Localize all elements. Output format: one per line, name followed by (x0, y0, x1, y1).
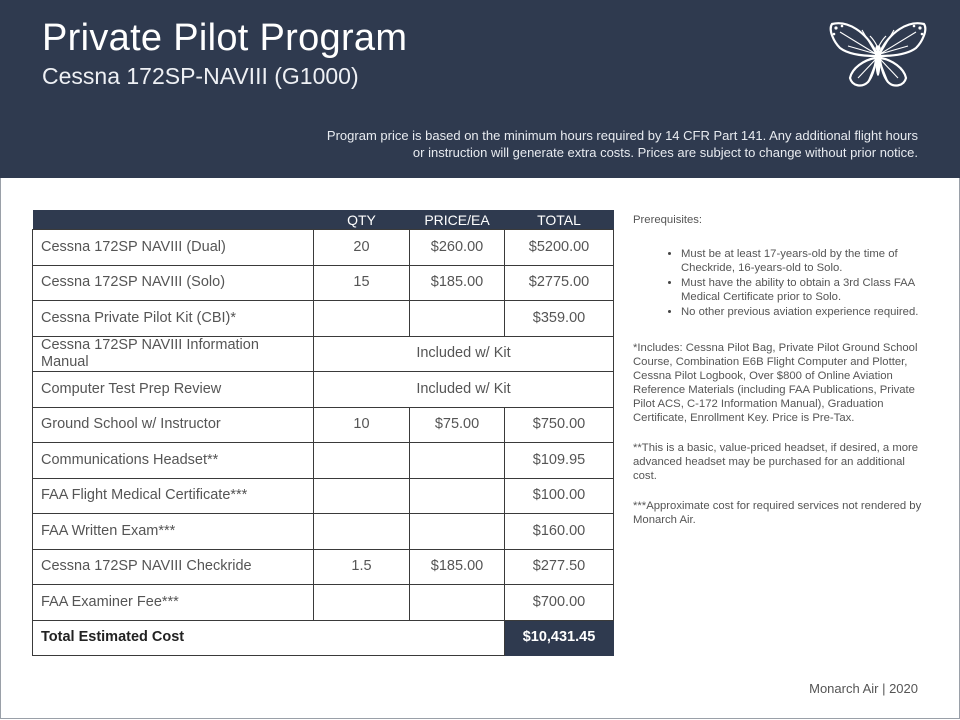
header-item (33, 210, 314, 230)
row-price: $185.00 (410, 265, 505, 301)
pricing-notice (198, 127, 918, 161)
header-price: PRICE/EA (410, 210, 505, 230)
table-row (33, 478, 614, 514)
pricing-notice-line-1: Program price is based on the minimum hours required by 14 CFR Part 141. Any additional flight hours (326, 128, 918, 143)
row-price (410, 301, 505, 337)
prerequisites-title: Prerequisites: (633, 214, 703, 226)
row-item: Cessna Private Pilot Kit (CBI)* (33, 301, 314, 337)
row-qty (314, 514, 410, 550)
list-item: • Must be at least 17-years-old by the time of Checkride, 16-years-old to Solo. (681, 247, 923, 275)
row-item: FAA Written Exam*** (33, 514, 314, 550)
row-price: $260.00 (410, 230, 505, 266)
price-table (32, 210, 614, 656)
row-item: Cessna 172SP NAVIII (Dual) (33, 230, 314, 266)
table-row (33, 372, 614, 408)
sidebar-notes (633, 213, 923, 543)
row-total: $2775.00 (505, 265, 614, 301)
row-price (410, 478, 505, 514)
table-row (33, 514, 614, 550)
row-included-note: Included w/ Kit (314, 372, 614, 408)
row-price (410, 514, 505, 550)
row-item: FAA Examiner Fee*** (33, 585, 314, 621)
row-price: $75.00 (410, 407, 505, 443)
kit-includes-note: *Includes: Cessna Pilot Bag, Private Pilot Ground School Course, Combination E6B Flight Computer and Plotter, Cessna Pilot Logbook, Over $800 of Online Aviation Reference Materials (including FAA Publications, Private Pilot ACS, C-172 Information Manual), Graduation Certificate, Enrollment Key. Price is Pre-Tax. (633, 342, 918, 424)
row-total: $700.00 (505, 585, 614, 621)
row-item: Cessna 172SP NAVIII Checkride (33, 549, 314, 585)
table-row (33, 407, 614, 443)
table-row (33, 265, 614, 301)
page-title: Private Pilot Program (42, 17, 408, 59)
headset-note: **This is a basic, value-priced headset, if desired, a more advanced headset may be purchased for an additional cost. (633, 442, 919, 482)
row-qty (314, 301, 410, 337)
row-total: $5200.00 (505, 230, 614, 266)
row-item: Ground School w/ Instructor (33, 407, 314, 443)
table-row (33, 336, 614, 372)
row-total: $750.00 (505, 407, 614, 443)
table-row (33, 301, 614, 337)
list-item: • Must have the ability to obtain a 3rd Class FAA Medical Certificate prior to Solo. (681, 276, 923, 304)
row-total: $277.50 (505, 549, 614, 585)
footer-credit: Monarch Air | 2020 (809, 681, 918, 696)
row-price (410, 443, 505, 479)
table-row (33, 230, 614, 266)
row-included-note: Included w/ Kit (314, 336, 614, 372)
row-qty: 10 (314, 407, 410, 443)
prerequisites-list (633, 247, 923, 319)
row-total: $359.00 (505, 301, 614, 337)
row-qty (314, 443, 410, 479)
row-total: $100.00 (505, 478, 614, 514)
table-row (33, 549, 614, 585)
header-banner (0, 0, 960, 178)
row-item: FAA Flight Medical Certificate*** (33, 478, 314, 514)
total-value: $10,431.45 (505, 620, 614, 656)
butterfly-icon (826, 18, 930, 90)
row-item: Computer Test Prep Review (33, 372, 314, 408)
row-item: Communications Headset** (33, 443, 314, 479)
row-qty: 1.5 (314, 549, 410, 585)
list-item: • No other previous aviation experience required. (681, 305, 923, 319)
approximate-cost-note: ***Approximate cost for required services not rendered by Monarch Air. (633, 500, 922, 526)
page-subtitle: Cessna 172SP-NAVIII (G1000) (42, 63, 359, 89)
row-qty (314, 478, 410, 514)
header-qty: QTY (314, 210, 410, 230)
total-label: Total Estimated Cost (33, 620, 505, 656)
total-row (33, 620, 614, 656)
row-item: Cessna 172SP NAVIII Information Manual (33, 336, 314, 372)
table-row (33, 585, 614, 621)
row-qty (314, 585, 410, 621)
row-total: $109.95 (505, 443, 614, 479)
row-qty: 15 (314, 265, 410, 301)
row-qty: 20 (314, 230, 410, 266)
header-total: TOTAL (505, 210, 614, 230)
pricing-notice-line-2: or instruction will generate extra costs. Prices are subject to change without prior notice. (412, 145, 918, 160)
row-price (410, 585, 505, 621)
row-price: $185.00 (410, 549, 505, 585)
table-row (33, 443, 614, 479)
row-item: Cessna 172SP NAVIII (Solo) (33, 265, 314, 301)
row-total: $160.00 (505, 514, 614, 550)
table-header-row (33, 210, 614, 230)
